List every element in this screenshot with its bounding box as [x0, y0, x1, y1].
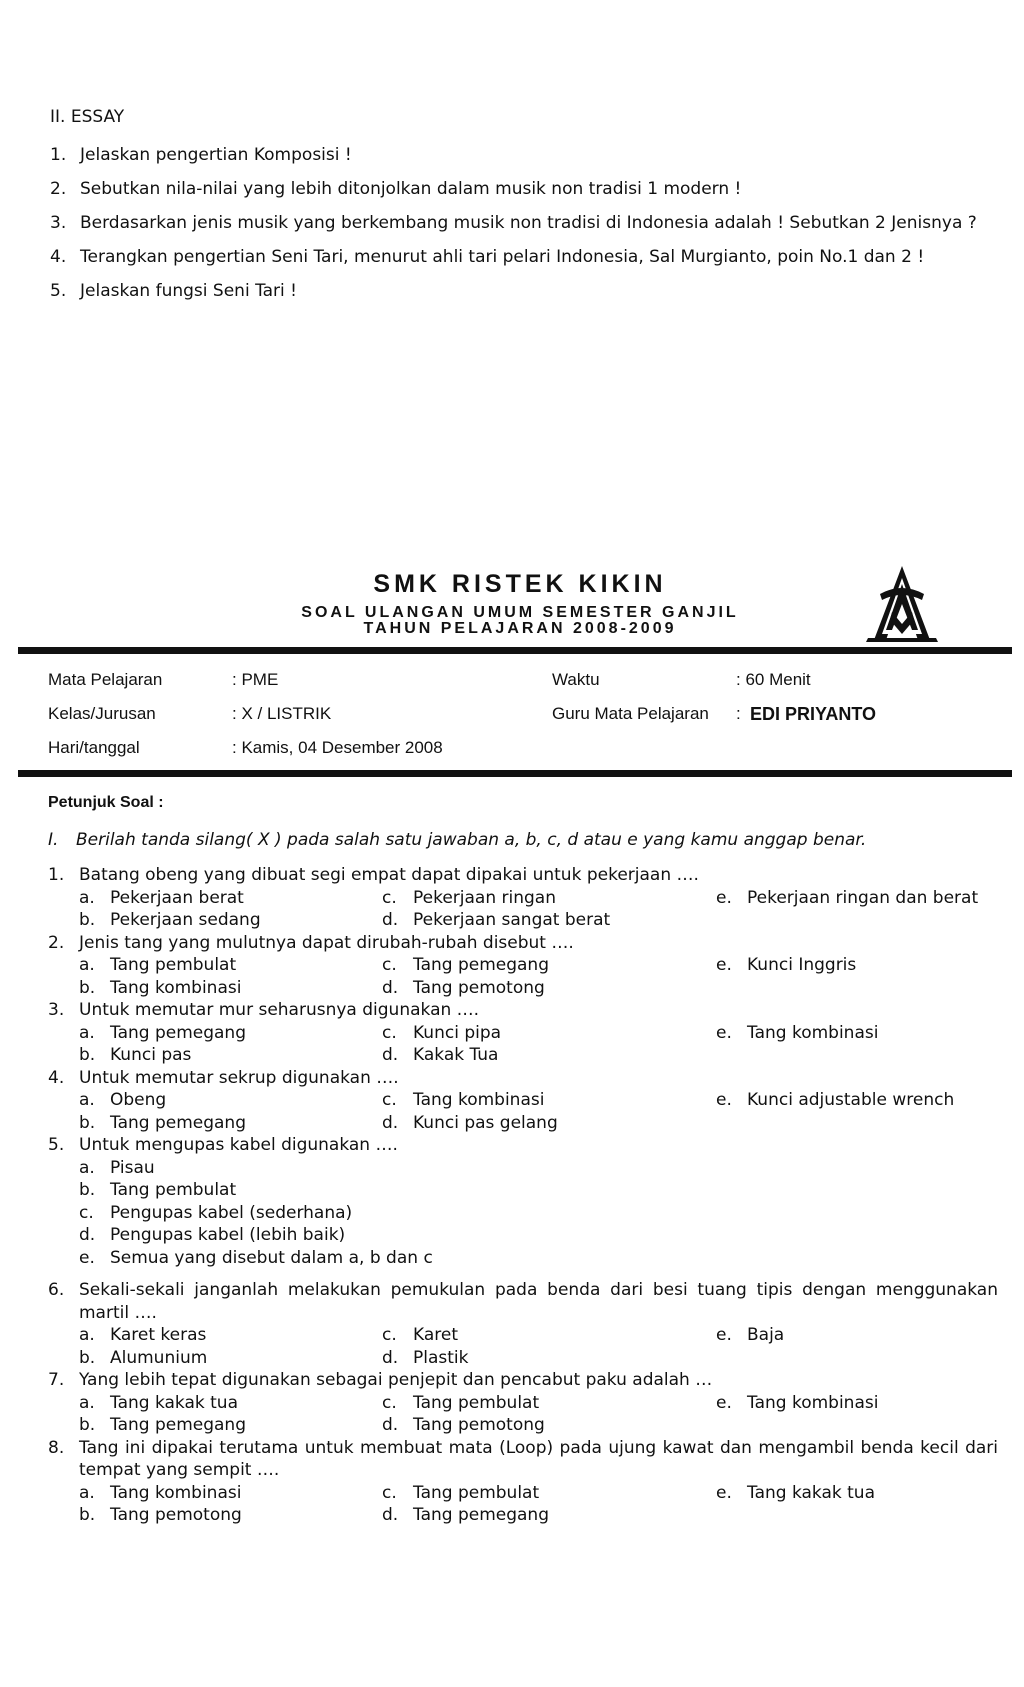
time-label: Waktu: [552, 670, 600, 689]
essay-item: [50, 206, 996, 240]
essay-list: [50, 138, 996, 308]
option-c[interactable]: c. Tang pembulat: [382, 1482, 540, 1503]
question-number: 3.: [48, 1000, 65, 1020]
option-c[interactable]: c. Tang pemegang: [382, 955, 549, 975]
question-text: Tang ini dipakai terutama untuk membuat mata (Loop) pada ujung kawat dan mengambil benda kecil dari tempat yang sempit ….: [79, 1437, 998, 1480]
subject-label: Mata Pelajaran: [48, 670, 163, 689]
option-e[interactable]: e. Baja: [716, 1325, 785, 1345]
question-number: 4.: [48, 1067, 65, 1088]
teacher-name: EDI PRIYANTO: [750, 704, 877, 724]
question: [48, 1369, 998, 1437]
essay-item: [50, 172, 996, 206]
essay-item: [50, 274, 996, 308]
school-crest-icon: [862, 564, 942, 644]
multiple-choice-section: [48, 864, 998, 1527]
option-b[interactable]: b. Tang pemotong: [79, 1505, 242, 1525]
option-a[interactable]: a. Karet keras: [79, 1325, 207, 1345]
option-e[interactable]: e. Pekerjaan ringan dan berat: [716, 887, 979, 908]
question-text: Yang lebih tepat digunakan sebagai penjepit dan pencabut paku adalah …: [79, 1370, 713, 1390]
option-a[interactable]: a. Tang kombinasi: [79, 1482, 242, 1503]
question: [48, 1437, 998, 1527]
question: [48, 999, 998, 1067]
option-a[interactable]: a. Obeng: [79, 1090, 167, 1110]
section-number: I.: [48, 830, 59, 850]
essay-item-number: 1.: [50, 145, 67, 165]
option-b[interactable]: b. Tang pembulat: [79, 1180, 237, 1200]
class-value: : X / LISTRIK: [232, 704, 332, 723]
question-text: Sekali-sekali janganlah melakukan pemukulan pada benda dari besi tuang tipis dengan menggunakan martil ….: [79, 1280, 998, 1323]
answer-options: [79, 1157, 998, 1270]
answer-options: [79, 954, 998, 999]
option-a[interactable]: a. Pisau: [79, 1157, 155, 1178]
option-c[interactable]: c. Pengupas kabel (sederhana): [79, 1202, 353, 1223]
essay-heading: II. ESSAY: [50, 107, 125, 127]
option-b[interactable]: b. Tang pemegang: [79, 1415, 246, 1435]
question-number: 8.: [48, 1437, 65, 1458]
option-a[interactable]: a. Tang pemegang: [79, 1022, 246, 1043]
answer-options: [79, 1392, 998, 1437]
option-d[interactable]: d. Tang pemotong: [382, 1415, 545, 1435]
essay-item-number: 2.: [50, 179, 67, 199]
question: [48, 1134, 998, 1269]
option-b[interactable]: b. Alumunium: [79, 1347, 208, 1368]
question-text: Batang obeng yang dibuat segi empat dapat dipakai untuk pekerjaan ….: [79, 865, 699, 885]
answer-options: [79, 887, 998, 932]
teacher-label: Guru Mata Pelajaran: [552, 704, 709, 723]
academic-year: TAHUN PELAJARAN 2008-2009: [363, 620, 677, 637]
option-b[interactable]: b. Tang pemegang: [79, 1112, 246, 1133]
class-label: Kelas/Jurusan: [48, 704, 156, 723]
option-b[interactable]: b. Tang kombinasi: [79, 977, 242, 998]
question-text: Untuk mengupas kabel digunakan ….: [79, 1135, 398, 1155]
option-e[interactable]: e. Tang kakak tua: [716, 1482, 875, 1503]
question: [48, 932, 998, 1000]
option-e[interactable]: e. Tang kombinasi: [716, 1022, 879, 1043]
answer-options: [79, 1324, 998, 1369]
question-number: 2.: [48, 932, 65, 953]
option-e[interactable]: e. Kunci adjustable wrench: [716, 1090, 955, 1110]
option-b[interactable]: b. Pekerjaan sedang: [79, 910, 261, 930]
question: [48, 864, 998, 932]
question: [48, 1067, 998, 1135]
question-number: 6.: [48, 1280, 65, 1300]
option-d[interactable]: d. Kunci pas gelang: [382, 1112, 558, 1133]
option-d[interactable]: d. Kakak Tua: [382, 1045, 499, 1065]
essay-item-text: Sebutkan nila-nilai yang lebih ditonjolkan dalam musik non tradisi 1 modern !: [80, 179, 742, 199]
question-number: 7.: [48, 1370, 65, 1390]
essay-item: [50, 138, 996, 172]
option-e[interactable]: e. Kunci Inggris: [716, 955, 857, 975]
header-divider-bottom: [18, 770, 1012, 777]
teacher-colon: :: [736, 704, 741, 723]
option-c[interactable]: c. Pekerjaan ringan: [382, 887, 556, 908]
essay-item-text: Jelaskan fungsi Seni Tari !: [80, 281, 297, 301]
option-c[interactable]: c. Tang kombinasi: [382, 1090, 545, 1110]
instructions-heading: Petunjuk Soal :: [48, 794, 164, 811]
option-a[interactable]: a. Tang kakak tua: [79, 1392, 238, 1413]
section-text: Berilah tanda silang( X ) pada salah satu jawaban a, b, c, d atau e yang kamu anggap benar.: [76, 830, 867, 850]
date-value: : Kamis, 04 Desember 2008: [232, 738, 443, 757]
option-c[interactable]: c. Karet: [382, 1325, 459, 1345]
exam-header: [0, 570, 1024, 650]
option-d[interactable]: d. Plastik: [382, 1347, 469, 1368]
option-b[interactable]: b. Kunci pas: [79, 1045, 192, 1065]
option-a[interactable]: a. Tang pembulat: [79, 955, 237, 975]
essay-item-text: Jelaskan pengertian Komposisi !: [80, 145, 352, 165]
header-divider-top: [18, 647, 1012, 654]
question-text: Untuk memutar sekrup digunakan ….: [79, 1067, 399, 1088]
essay-section: [50, 104, 996, 308]
option-d[interactable]: d. Pekerjaan sangat berat: [382, 910, 611, 930]
question-text: Jenis tang yang mulutnya dapat dirubah-rubah disebut ….: [79, 932, 574, 953]
essay-item-number: 5.: [50, 281, 67, 301]
option-c[interactable]: c. Kunci pipa: [382, 1022, 502, 1043]
school-name: SMK RISTEK KIKIN: [373, 570, 667, 598]
option-d[interactable]: d. Tang pemegang: [382, 1505, 549, 1525]
section-instruction: [48, 830, 998, 850]
essay-item-text: Berdasarkan jenis musik yang berkembang musik non tradisi di Indonesia adalah ! Sebutkan 2 Jenisnya ?: [80, 213, 977, 233]
time-value: : 60 Menit: [736, 670, 811, 689]
date-label: Hari/tanggal: [48, 738, 140, 757]
option-a[interactable]: a. Pekerjaan berat: [79, 887, 244, 908]
exam-title: SOAL ULANGAN UMUM SEMESTER GANJIL: [301, 604, 739, 621]
question-number: 1.: [48, 865, 65, 885]
answer-options: [79, 1089, 998, 1134]
answer-options: [79, 1022, 998, 1067]
option-d[interactable]: d. Pengupas kabel (lebih baik): [79, 1225, 346, 1245]
essay-item-text: Terangkan pengertian Seni Tari, menurut ahli tari pelari Indonesia, Sal Murgianto, poin No.1 dan 2 !: [80, 247, 925, 267]
answer-options: [79, 1482, 998, 1527]
question: [48, 1279, 998, 1369]
subject-value: : PME: [232, 670, 279, 689]
essay-item: [50, 240, 996, 274]
essay-item-number: 3.: [50, 213, 67, 233]
option-d[interactable]: d. Tang pemotong: [382, 977, 545, 998]
option-c[interactable]: c. Tang pembulat: [382, 1392, 540, 1413]
option-e[interactable]: e. Semua yang disebut dalam a, b dan c: [79, 1247, 433, 1268]
question-number: 5.: [48, 1135, 65, 1155]
question-text: Untuk memutar mur seharusnya digunakan ….: [79, 1000, 480, 1020]
essay-item-number: 4.: [50, 247, 67, 267]
option-e[interactable]: e. Tang kombinasi: [716, 1392, 879, 1413]
